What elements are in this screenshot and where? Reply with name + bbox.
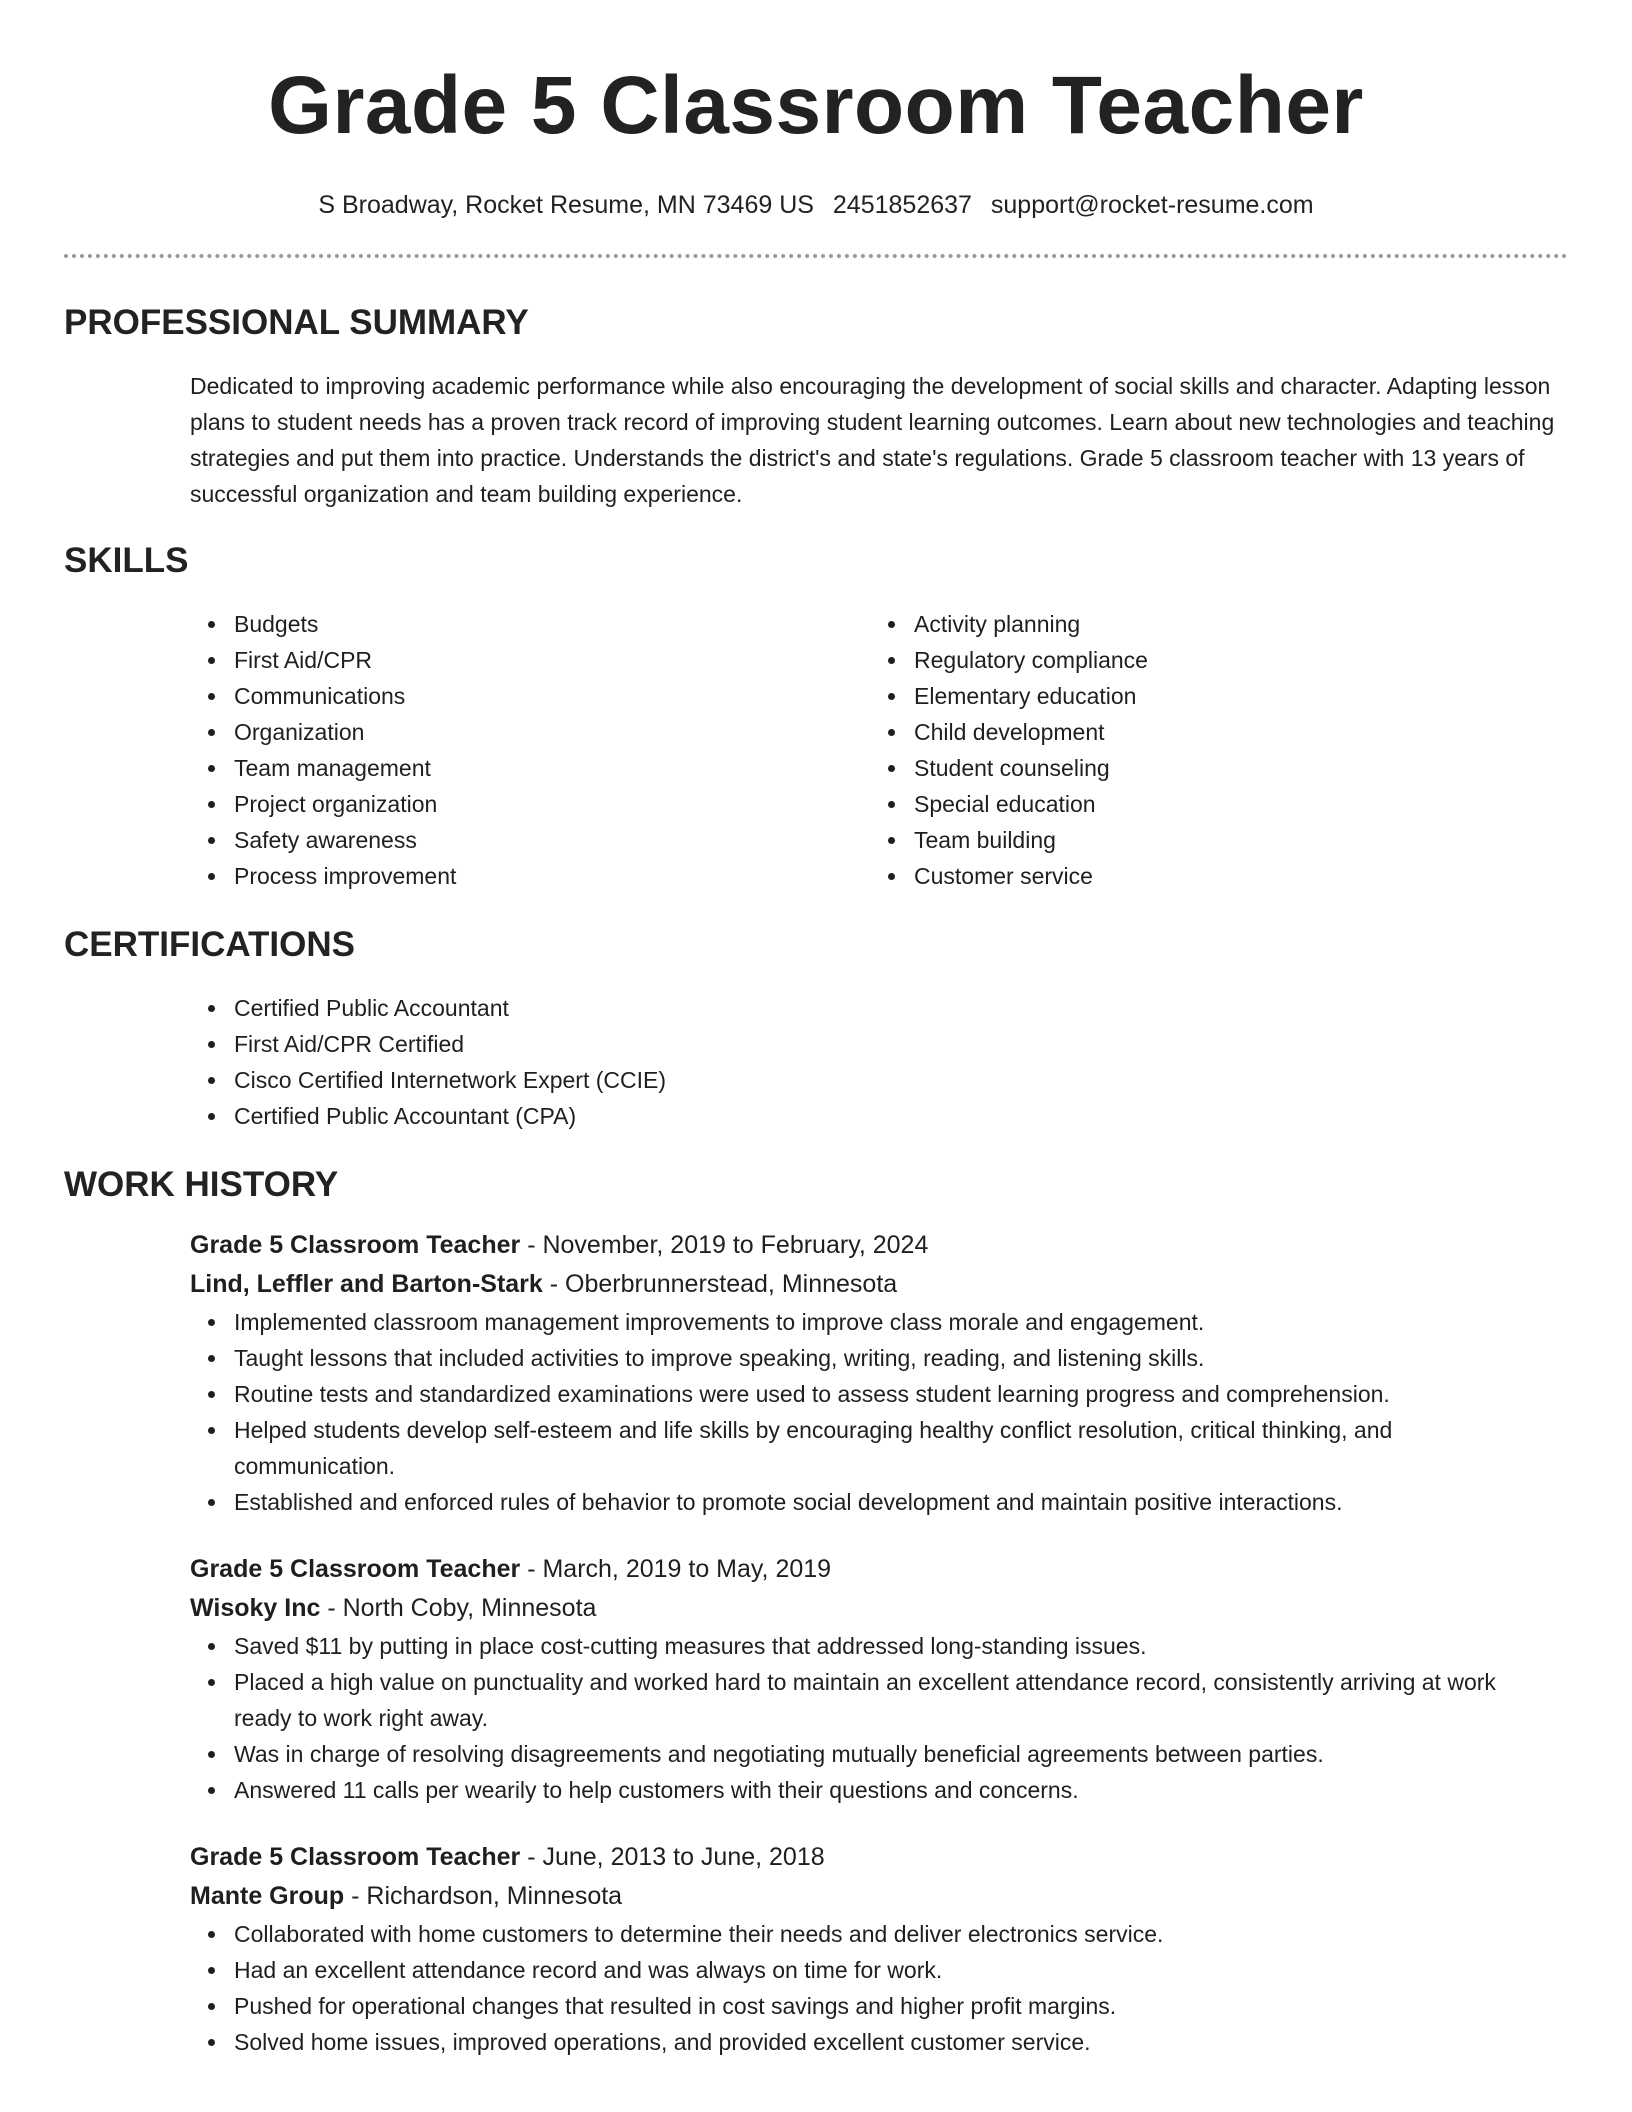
- job-location: - Oberbrunnerstead, Minnesota: [542, 1270, 898, 1298]
- job-dates: - June, 2013 to June, 2018: [520, 1843, 825, 1871]
- certification-item: Cisco Certified Internetwork Expert (CCIE): [234, 1062, 1568, 1098]
- job-company-line: [190, 1877, 1568, 1916]
- job-company: Mante Group: [190, 1882, 345, 1910]
- job-title: Grade 5 Classroom Teacher: [190, 1843, 521, 1871]
- skills-list-right: [870, 606, 1550, 894]
- skill-item: Activity planning: [914, 606, 1550, 642]
- skill-item: Safety awareness: [234, 822, 870, 858]
- skill-item: Special education: [914, 786, 1550, 822]
- contact-address: S Broadway, Rocket Resume, MN 73469 US: [318, 191, 814, 219]
- job-company: Wisoky Inc: [190, 1594, 321, 1622]
- skill-item: Elementary education: [914, 678, 1550, 714]
- job-bullet: Saved $11 by putting in place cost-cutting measures that addressed long-standing issues.: [234, 1628, 1568, 1664]
- job-bullet: Answered 11 calls per wearily to help customers with their questions and concerns.: [234, 1772, 1568, 1808]
- job-company-line: [190, 1589, 1568, 1628]
- section-title-summary: PROFESSIONAL SUMMARY: [64, 303, 529, 342]
- resume-name: Grade 5 Classroom Teacher: [268, 60, 1364, 151]
- job-bullet: Implemented classroom management improvements to improve class morale and engagement.: [234, 1304, 1568, 1340]
- job-dates: - November, 2019 to February, 2024: [520, 1231, 929, 1259]
- section-title-work-history: WORK HISTORY: [64, 1165, 339, 1204]
- skills-list-left: [190, 606, 870, 894]
- job-title-line: [190, 1226, 1568, 1265]
- job-location: - North Coby, Minnesota: [320, 1594, 597, 1622]
- contact-line: [64, 190, 1568, 220]
- job-bullet: Had an excellent attendance record and was always on time for work.: [234, 1952, 1568, 1988]
- skills-column-left: [190, 606, 870, 894]
- skill-item: Communications: [234, 678, 870, 714]
- skill-item: First Aid/CPR: [234, 642, 870, 678]
- contact-phone: 2451852637: [832, 191, 972, 219]
- job-bullet: Taught lessons that included activities to improve speaking, writing, reading, and listening skills.: [234, 1340, 1568, 1376]
- job-company-line: [190, 1265, 1568, 1304]
- certifications-list: [190, 990, 1568, 1134]
- job-title: Grade 5 Classroom Teacher: [190, 1231, 521, 1259]
- job-bullets: [190, 1916, 1568, 2060]
- job-entry: [190, 1550, 1568, 1808]
- job-bullet: Established and enforced rules of behavior to promote social development and maintain positive interactions.: [234, 1484, 1568, 1520]
- job-bullet: Placed a high value on punctuality and worked hard to maintain an excellent attendance record, consistently arriving at work ready to work right away.: [234, 1664, 1568, 1736]
- certification-item: Certified Public Accountant (CPA): [234, 1098, 1568, 1134]
- certification-item: First Aid/CPR Certified: [234, 1026, 1568, 1062]
- job-bullet: Pushed for operational changes that resulted in cost savings and higher profit margins.: [234, 1988, 1568, 2024]
- header-divider: [64, 254, 1568, 258]
- skill-item: Student counseling: [914, 750, 1550, 786]
- skill-item: Process improvement: [234, 858, 870, 894]
- job-bullet: Collaborated with home customers to determine their needs and deliver electronics service.: [234, 1916, 1568, 1952]
- job-entry: [190, 1226, 1568, 1520]
- skill-item: Child development: [914, 714, 1550, 750]
- section-title-certifications: CERTIFICATIONS: [64, 925, 356, 964]
- skill-item: Customer service: [914, 858, 1550, 894]
- job-location: - Richardson, Minnesota: [344, 1882, 623, 1910]
- job-title-line: [190, 1838, 1568, 1877]
- job-title: Grade 5 Classroom Teacher: [190, 1555, 521, 1583]
- certifications-block: [190, 990, 1568, 1134]
- skill-item: Team management: [234, 750, 870, 786]
- skill-item: Project organization: [234, 786, 870, 822]
- job-title-line: [190, 1550, 1568, 1589]
- skills-grid: [190, 606, 1568, 894]
- skills-column-right: [870, 606, 1550, 894]
- summary-text: Dedicated to improving academic performance while also encouraging the development of social skills and character. Adapting lesson plans to student needs has a proven track record of improving student learning outcomes. Learn about new technologies and teaching strategies and put them into practice. Understands the district's and state's regulations. Grade 5 classroom teacher with 13 years of successful organization and team building experience.: [190, 373, 1555, 507]
- job-bullet: Solved home issues, improved operations, and provided excellent customer service.: [234, 2024, 1568, 2060]
- skill-item: Regulatory compliance: [914, 642, 1550, 678]
- certification-item: Certified Public Accountant: [234, 990, 1568, 1026]
- job-company: Lind, Leffler and Barton-Stark: [190, 1270, 543, 1298]
- job-bullet: Routine tests and standardized examinations were used to assess student learning progress and comprehension.: [234, 1376, 1568, 1412]
- skill-item: Team building: [914, 822, 1550, 858]
- skill-item: Organization: [234, 714, 870, 750]
- job-bullets: [190, 1304, 1568, 1520]
- skill-item: Budgets: [234, 606, 870, 642]
- job-bullets: [190, 1628, 1568, 1808]
- contact-email[interactable]: support@rocket-resume.com: [990, 191, 1314, 219]
- section-title-skills: SKILLS: [64, 541, 189, 580]
- job-dates: - March, 2019 to May, 2019: [520, 1555, 832, 1583]
- job-entry: [190, 1838, 1568, 2060]
- job-bullet: Helped students develop self-esteem and life skills by encouraging healthy conflict resolution, critical thinking, and communication.: [234, 1412, 1568, 1484]
- job-bullet: Was in charge of resolving disagreements and negotiating mutually beneficial agreements between parties.: [234, 1736, 1568, 1772]
